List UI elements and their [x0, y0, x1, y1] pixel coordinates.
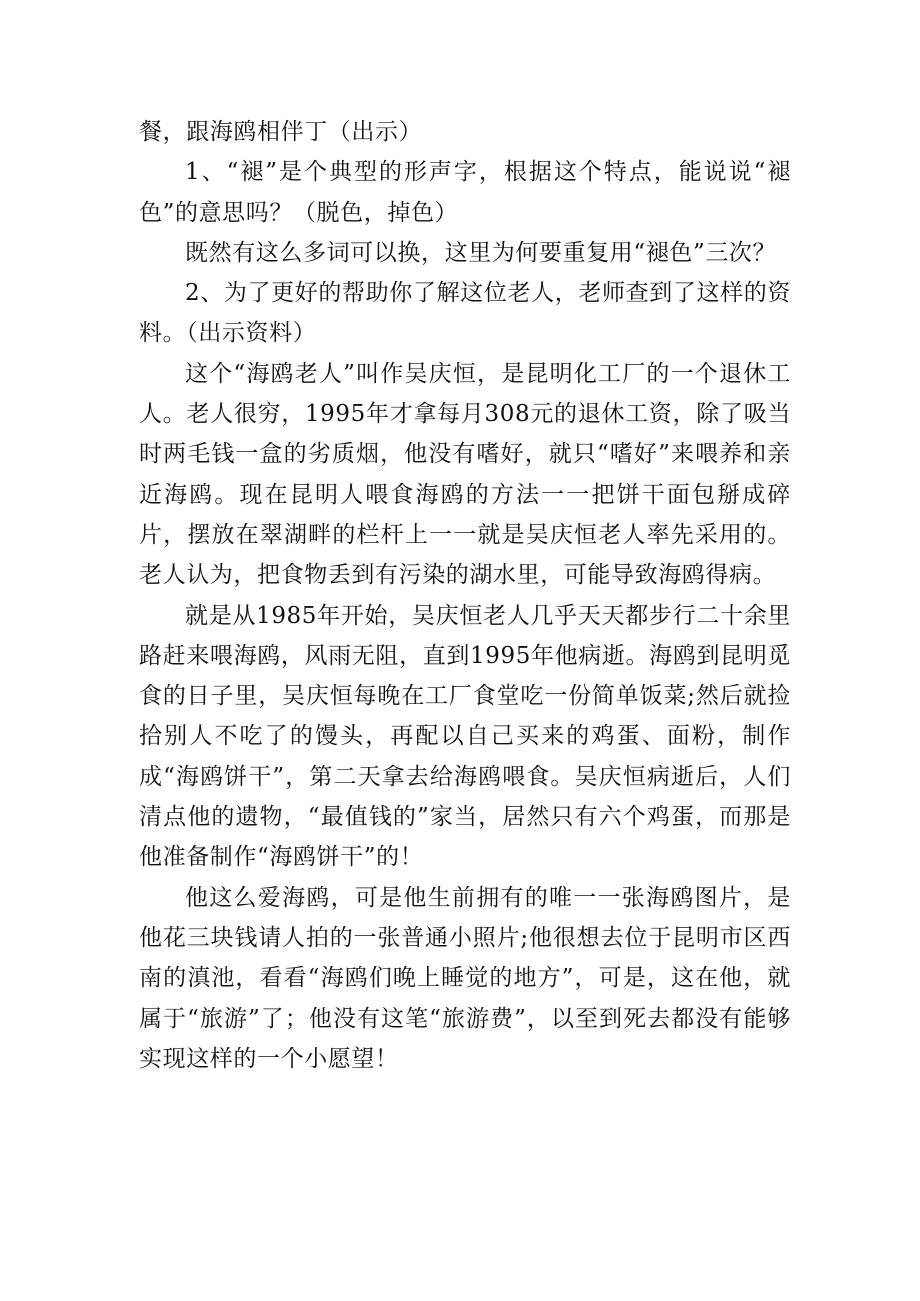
- paragraph-reference-2: 就是从1985年开始，吴庆恒老人几乎天天都步行二十余里路赶来喂海鸥，风雨无阻，直到1995年他病逝。海鸥到昆明觅食的日子里，吴庆恒每晚在工厂食堂吃一份简单饭菜;然后就捡拾别人不吃了的馒头，再配以自己买来的鸡蛋、面粉，制作成“海鸥饼干”，第二天拿去给海鸥喂食。吴庆恒病逝后，人们清点他的遗物，“最值钱的”家当，居然只有六个鸡蛋，而那是他准备制作“海鸥饼干”的！: [139, 602, 791, 871]
- paragraph-reference-1: 这个“海鸥老人”叫作吴庆恒，是昆明化工厂的一个退休工人。老人很穷，1995年才拿每月308元的退休工资，除了吸当时两毛钱一盒的劣质烟，他没有嗜好，就只“嗜好”来喂养和亲近海鸥。现在昆明人喂食海鸥的方法一一把饼干面包掰成碎片，摆放在翠湖畔的栏杆上一一就是吴庆恒老人率先采用的。老人认为，把食物丢到有污染的湖水里，可能导致海鸥得病。: [139, 360, 791, 589]
- paragraph-question-1: 1、“褪”是个典型的形声字，根据这个特点，能说说“褪色”的意思吗？（脱色，掉色）: [139, 159, 791, 226]
- document-body: [139, 112, 791, 1079]
- paragraph-reference-3: 他这么爱海鸥，可是他生前拥有的唯一一张海鸥图片，是他花三块钱请人拍的一张普通小照片;他很想去位于昆明市区西南的滇池，看看“海鸥们晚上睡觉的地方”，可是，这在他，就属于“旅游”了；他没有这笔“旅游费”，以至到死去都没有能够实现这样的一个小愿望！: [139, 884, 791, 1072]
- paragraph-continuation: 餐，跟海鸥相伴丁（出示）: [139, 119, 423, 145]
- paragraph-question-2: 2、为了更好的帮助你了解这位老人，老师查到了这样的资料。（出示资料）: [139, 280, 791, 347]
- paragraph-followup-question: 既然有这么多词可以换，这里为何要重复用“褪色”三次？: [185, 239, 777, 266]
